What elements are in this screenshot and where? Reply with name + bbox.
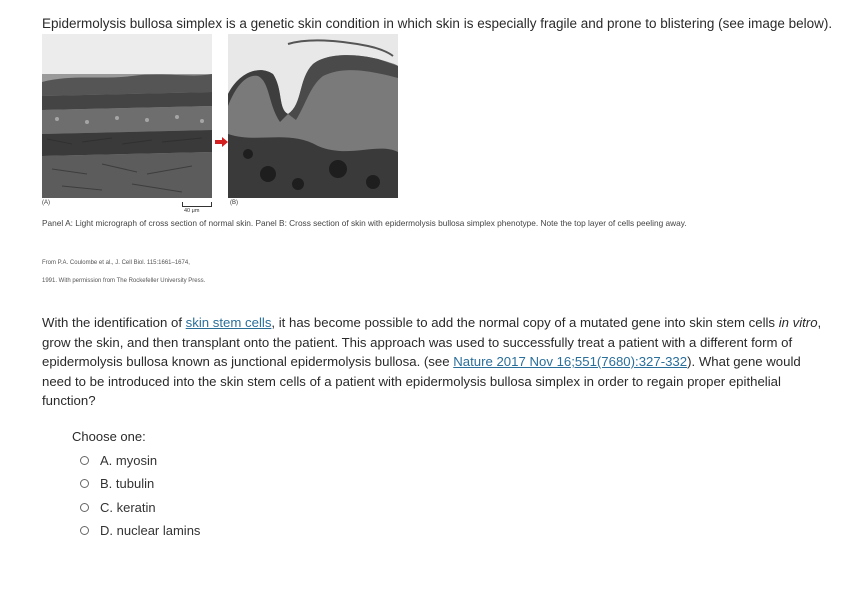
choose-one-label: Choose one:: [72, 429, 146, 444]
option-label: A. myosin: [100, 453, 158, 468]
question-text: [42, 313, 832, 411]
option-label: D. nuclear lamins: [100, 523, 201, 538]
option-c[interactable]: [80, 500, 156, 515]
arrow-right-icon: [215, 137, 228, 147]
skin-stem-cells-link[interactable]: skin stem cells: [185, 315, 272, 330]
figure-credit-line2: 1991. With permission from The Rockefeller University Press.: [42, 278, 206, 284]
figure-caption: Panel A: Light micrograph of cross section of normal skin. Panel B: Cross section of skin with epidermolysis bullosa simplex phenotype. Note the top layer of cells peeling away.: [42, 218, 687, 228]
scale-label: 40 μm: [184, 208, 200, 214]
intro-text: Epidermolysis bullosa simplex is a genetic skin condition in which skin is especially fragile and prone to blistering (see image below).: [42, 16, 833, 31]
micrograph-figure: [42, 34, 412, 214]
option-label: B. tubulin: [100, 476, 155, 491]
question-part2: , it has become possible to add the normal copy of a mutated gene into skin stem cells: [271, 315, 779, 330]
option-label: C. keratin: [100, 500, 156, 515]
radio-icon[interactable]: [80, 479, 89, 488]
radio-icon[interactable]: [80, 456, 89, 465]
figure-credit-line1: From P.A. Coulombe et al., J. Cell Biol. 115:1661–1674,: [42, 260, 190, 266]
micrograph-panel-a: [42, 34, 212, 198]
option-d[interactable]: [80, 523, 200, 538]
question-italic: in vitro: [778, 315, 818, 330]
nature-citation-link[interactable]: Nature 2017 Nov 16;551(7680):327-332: [453, 354, 688, 370]
scale-bar: [182, 202, 212, 207]
panel-b-label: (B): [230, 200, 238, 206]
panel-a-label: (A): [42, 200, 50, 206]
option-a[interactable]: [80, 453, 157, 468]
radio-icon[interactable]: [80, 526, 89, 535]
micrograph-panel-b: [228, 34, 398, 198]
question-part3: , grow the skin, and then transplant onto the patient. This approach was used to successfully treat a patient with a different form of epidermolysis bullosa known as junctional epidermolysis bullosa. (see: [42, 315, 822, 370]
radio-icon[interactable]: [80, 503, 89, 512]
question-part1: With the identification of: [42, 315, 186, 330]
question-part4: ). What gene would need to be introduced into the skin stem cells of a patient with epidermolysis bullosa simplex in order to regain proper epithelial function?: [42, 354, 801, 409]
option-b[interactable]: [80, 476, 154, 491]
